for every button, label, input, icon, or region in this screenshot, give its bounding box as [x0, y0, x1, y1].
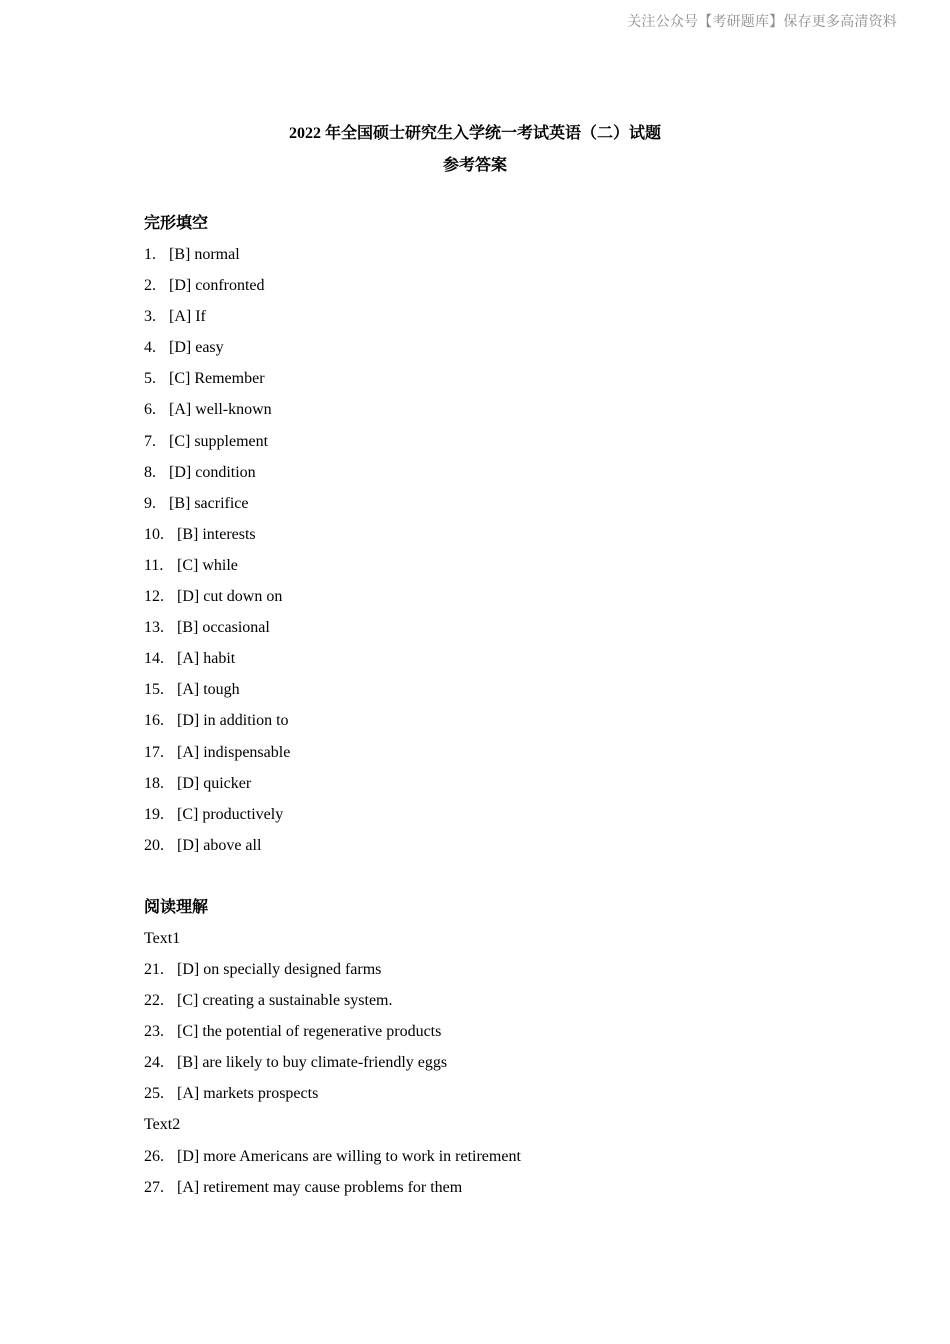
answer-item — [144, 462, 844, 493]
answer-item — [144, 244, 844, 275]
answer-item — [144, 399, 844, 430]
answer-list-text1 — [144, 959, 844, 1114]
answer-item — [144, 648, 844, 679]
answer-list-cloze — [144, 244, 844, 866]
watermark-text: 关注公众号【考研题库】保存更多高清资料 — [627, 15, 897, 30]
answer-number: 18. — [144, 774, 164, 792]
answer-number: 4. — [144, 339, 156, 357]
text-group-label: Text1 — [144, 929, 181, 947]
answer-text: [D] confronted — [169, 277, 265, 295]
answer-item — [144, 368, 844, 399]
answer-text: [D] cut down on — [177, 588, 283, 606]
answer-number: 15. — [144, 681, 164, 699]
answer-item — [144, 586, 844, 617]
answer-item — [144, 524, 844, 555]
answer-text: [B] are likely to buy climate-friendly eggs — [177, 1054, 448, 1072]
answer-item — [144, 337, 844, 368]
answer-item — [144, 835, 844, 866]
answer-number: 10. — [144, 525, 164, 543]
answer-content — [144, 213, 844, 1208]
answer-text: [A] well-known — [169, 401, 272, 419]
answer-number: 11. — [144, 556, 164, 574]
answer-item — [144, 804, 844, 835]
answer-text: [D] condition — [169, 463, 256, 481]
answer-text: [C] the potential of regenerative products — [177, 1023, 442, 1041]
answer-text: [D] more Americans are willing to work in retirement — [177, 1147, 521, 1165]
answer-text: [B] occasional — [177, 619, 270, 637]
answer-text: [A] If — [169, 308, 206, 326]
answer-item — [144, 493, 844, 524]
answer-item — [144, 1052, 844, 1083]
answer-number: 6. — [144, 401, 156, 419]
answer-number: 16. — [144, 712, 164, 730]
answer-item — [144, 1177, 844, 1208]
answer-item — [144, 275, 844, 306]
answer-item — [144, 555, 844, 586]
answer-text: [D] above all — [177, 836, 262, 854]
answer-item — [144, 710, 844, 741]
answer-number: 14. — [144, 650, 164, 668]
answer-item — [144, 742, 844, 773]
answer-text: [C] Remember — [169, 370, 265, 388]
answer-text: [B] normal — [169, 246, 240, 263]
answer-number: 7. — [144, 432, 156, 450]
section-heading-cloze: 完形填空 — [144, 215, 209, 232]
answer-number: 3. — [144, 308, 156, 326]
answer-text: [A] indispensable — [177, 743, 291, 761]
answer-number: 19. — [144, 805, 164, 823]
answer-number: 8. — [144, 463, 156, 481]
answer-list-text2 — [144, 1146, 844, 1208]
answer-number: 5. — [144, 370, 156, 388]
answer-text: [D] easy — [169, 339, 224, 357]
answer-number: 25. — [144, 1085, 164, 1103]
answer-item — [144, 959, 844, 990]
answer-text: [A] habit — [177, 650, 236, 668]
answer-number: 13. — [144, 619, 164, 637]
answer-text: [A] retirement may cause problems for them — [177, 1178, 463, 1196]
answer-number: 20. — [144, 836, 164, 854]
answer-item — [144, 1146, 844, 1177]
answer-item — [144, 773, 844, 804]
answer-item — [144, 1083, 844, 1114]
answer-number: 9. — [144, 494, 156, 512]
answer-number: 17. — [144, 743, 164, 761]
answer-text: [A] tough — [177, 681, 240, 699]
answer-number: 21. — [144, 960, 164, 978]
answer-item — [144, 306, 844, 337]
answer-number: 22. — [144, 992, 164, 1010]
document-title: 2022 年全国硕士研究生入学统一考试英语（二）试题 — [288, 125, 661, 142]
answer-item — [144, 1021, 844, 1052]
answer-text: [C] productively — [177, 805, 284, 823]
answer-item — [144, 679, 844, 710]
answer-number: 12. — [144, 588, 164, 606]
answer-number: 1. — [144, 246, 156, 263]
text-group-label: Text2 — [144, 1116, 181, 1134]
answer-text: [D] on specially designed farms — [177, 960, 382, 978]
answer-number: 24. — [144, 1054, 164, 1072]
answer-text: [B] interests — [177, 525, 256, 543]
answer-text: [C] while — [177, 556, 238, 574]
answer-item — [144, 617, 844, 648]
answer-number: 23. — [144, 1023, 164, 1041]
document-subtitle: 参考答案 — [442, 157, 507, 174]
answer-number: 26. — [144, 1147, 164, 1165]
answer-text: [D] in addition to — [177, 712, 289, 730]
answer-item — [144, 990, 844, 1021]
answer-item — [144, 431, 844, 462]
section-heading-reading: 阅读理解 — [144, 898, 209, 916]
answer-number: 2. — [144, 277, 156, 295]
answer-number: 27. — [144, 1178, 164, 1196]
answer-text: [B] sacrifice — [169, 494, 249, 512]
answer-text: [A] markets prospects — [177, 1085, 319, 1103]
answer-text: [D] quicker — [177, 774, 252, 792]
answer-text: [C] supplement — [169, 432, 269, 450]
answer-text: [C] creating a sustainable system. — [177, 992, 393, 1010]
section-spacer — [144, 866, 844, 897]
